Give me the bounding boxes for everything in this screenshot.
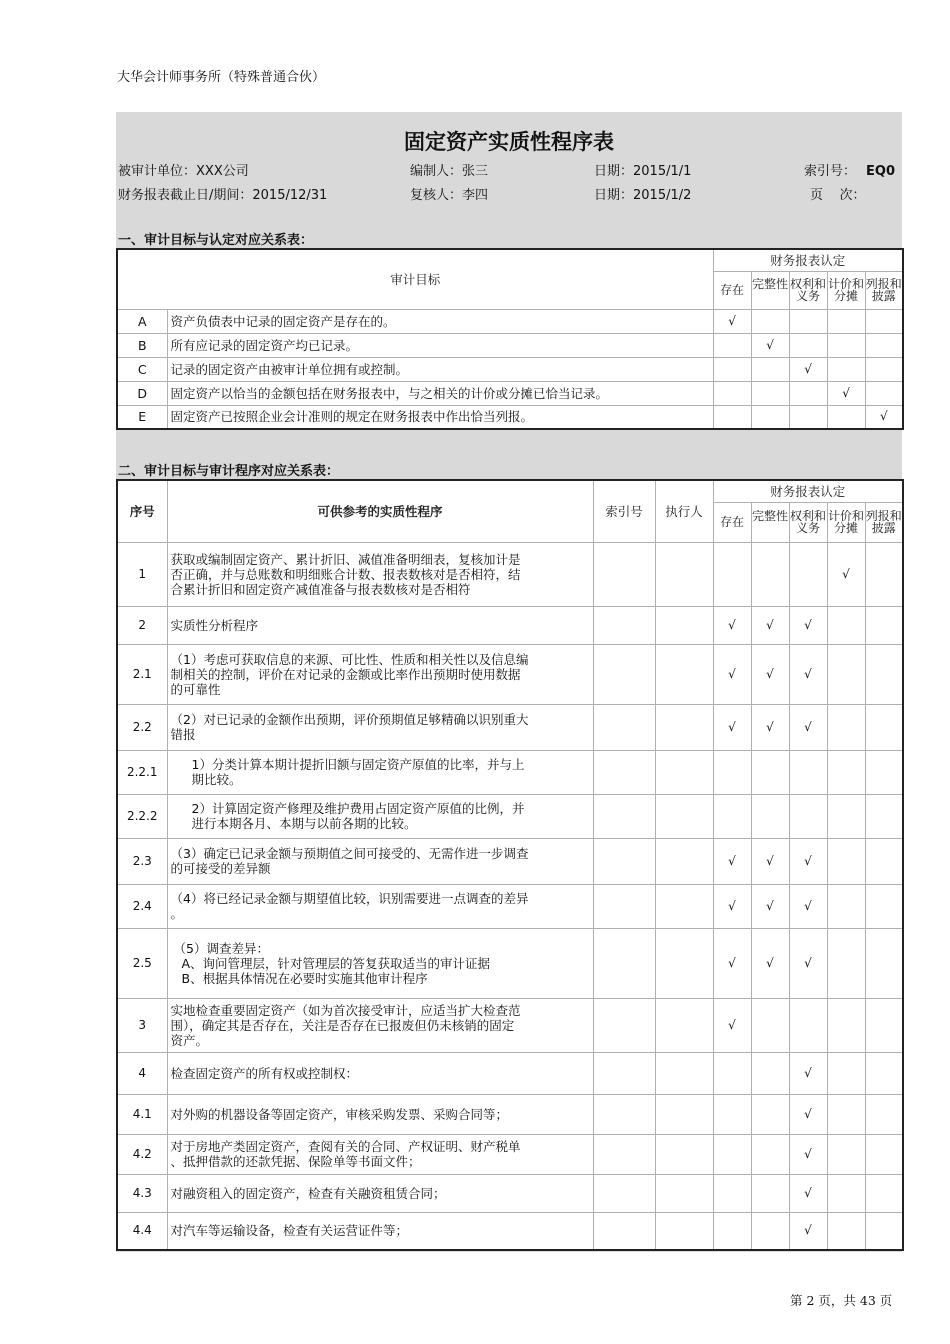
check-mark [827,998,865,1052]
check-mark: √ [751,928,789,998]
check-mark [713,333,751,357]
procedure-executor[interactable] [655,998,713,1052]
check-mark [827,884,865,928]
check-mark [865,606,903,644]
procedure-line: 的可接受的差异额 [170,861,271,876]
objective-row [117,309,903,333]
procedure-header: 可供参考的实质性程序 [167,480,593,542]
check-mark [865,884,903,928]
check-mark: √ [789,606,827,644]
check-mark [865,1094,903,1134]
objective-row [117,381,903,405]
check-mark [751,381,789,405]
procedure-seq: 2.5 [117,928,167,998]
assertion-header: 权利和义务 [789,502,827,542]
check-mark: √ [789,1052,827,1094]
procedure-seq: 2.1 [117,644,167,704]
check-mark: √ [713,704,751,750]
procedure-index[interactable] [593,838,655,884]
check-mark [751,357,789,381]
program-sheet [116,112,902,1252]
procedure-row [117,704,903,750]
check-mark: √ [751,644,789,704]
index-field: 索引号： EQ0 [804,164,895,179]
check-mark: √ [789,1094,827,1134]
check-mark [713,1052,751,1094]
check-mark: √ [789,357,827,381]
page-title: 固定资产实质性程序表 [404,130,614,154]
procedure-seq: 2.2.2 [117,794,167,838]
check-mark [713,1134,751,1174]
index-header: 索引号 [593,480,655,542]
date2-field: 日期：2015/1/2 [594,188,692,203]
objective-text: 固定资产以恰当的金额包括在财务报表中，与之相关的计价或分摊已恰当记录。 [167,381,713,405]
procedure-index[interactable] [593,704,655,750]
procedure-text [167,794,593,838]
procedure-index[interactable] [593,1094,655,1134]
check-mark: √ [713,838,751,884]
procedure-index[interactable] [593,1174,655,1212]
check-mark: √ [751,884,789,928]
procedure-line: 合累计折旧和固定资产减值准备与报表数核对是否相符 [170,581,471,597]
check-mark: √ [713,309,751,333]
procedure-seq: 4 [117,1052,167,1094]
assertion-header: 存在 [713,271,751,309]
check-mark: √ [751,333,789,357]
check-mark [713,1174,751,1212]
assertion-group-header: 财务报表认定 [713,249,903,271]
procedure-seq: 1 [117,542,167,606]
check-mark [751,998,789,1052]
procedure-text [167,838,593,884]
procedure-row [117,606,903,644]
procedure-executor[interactable] [655,928,713,998]
check-mark [827,357,865,381]
assertion-header: 列报和披露 [865,502,903,542]
procedure-text [167,1052,593,1094]
objective-row [117,333,903,357]
procedure-text [167,542,593,606]
procedure-row [117,542,903,606]
date1-field: 日期：2015/1/1 [594,164,692,179]
check-mark [827,750,865,794]
procedure-text [167,998,593,1052]
procedure-index[interactable] [593,542,655,606]
procedure-line: 检查固定资产的所有权或控制权： [170,1065,359,1081]
procedure-line: 实质性分析程序 [170,617,259,633]
procedure-line: （3）确定已记录金额与预期值之间可接受的、无需作进一步调查 [170,846,529,861]
procedure-index[interactable] [593,1052,655,1094]
procedure-text [167,704,593,750]
procedure-text [167,1094,593,1134]
objective-code: E [117,405,167,429]
check-mark [827,333,865,357]
check-mark: √ [789,884,827,928]
check-mark: √ [827,542,865,606]
procedure-row [117,838,903,884]
procedure-executor[interactable] [655,1212,713,1250]
check-mark [751,794,789,838]
check-mark [865,1052,903,1094]
check-mark [789,381,827,405]
procedure-row [117,750,903,794]
procedure-seq: 4.2 [117,1134,167,1174]
check-mark [789,405,827,429]
procedure-index[interactable] [593,750,655,794]
check-mark [827,1174,865,1212]
check-mark [827,1094,865,1134]
procedure-seq: 2.2 [117,704,167,750]
procedure-row [117,1134,903,1174]
procedure-executor[interactable] [655,606,713,644]
check-mark [865,309,903,333]
procedure-line: 获取或编制固定资产、累计折旧、减值准备明细表，复核加计是 [170,551,521,567]
procedure-row [117,644,903,704]
check-mark [827,838,865,884]
period-field: 财务报表截止日/期间：2015/12/31 [118,188,328,203]
objectives-table [116,248,904,430]
page-footer: 第 2 页，共 43 页 [790,1293,893,1308]
procedure-line: 错报 [170,727,196,742]
procedure-executor[interactable] [655,794,713,838]
assertion-header: 列报和披露 [865,271,903,309]
check-mark: √ [789,928,827,998]
objective-code: A [117,309,167,333]
procedure-executor[interactable] [655,1134,713,1174]
page-field: 页 次： [810,188,866,203]
check-mark [751,1174,789,1212]
procedure-executor[interactable] [655,750,713,794]
procedure-row [117,1094,903,1134]
procedure-text [167,884,593,928]
objective-text: 记录的固定资产由被审计单位拥有或控制。 [167,357,713,381]
check-mark [827,928,865,998]
reviewer-field: 复核人：李四 [410,188,489,203]
assertion-header: 计价和分摊 [827,271,865,309]
procedure-line: 制相关的控制，评价在对记录的金额或比率作出预期时使用数据 [170,666,521,682]
procedure-executor[interactable] [655,704,713,750]
check-mark [865,542,903,606]
check-mark [865,750,903,794]
procedure-text [167,750,593,794]
procedure-text [167,928,593,998]
procedure-executor[interactable] [655,1174,713,1212]
check-mark: √ [713,606,751,644]
check-mark [865,381,903,405]
procedure-row [117,794,903,838]
check-mark [751,750,789,794]
procedure-line: 。 [170,906,184,921]
check-mark [865,998,903,1052]
check-mark: √ [713,998,751,1052]
executor-header: 执行人 [655,480,713,542]
procedure-line: 期比较。 [191,772,242,787]
objective-code: B [117,333,167,357]
client-field: 被审计单位：XXX公司 [118,164,249,179]
procedure-row [117,884,903,928]
check-mark [865,704,903,750]
check-mark: √ [713,644,751,704]
procedure-line: 2）计算固定资产修理及维护费用占固定资产原值的比例，并 [191,801,525,816]
check-mark: √ [789,838,827,884]
procedure-row [117,1052,903,1094]
check-mark [751,1052,789,1094]
procedure-line: B、根据具体情况在必要时实施其他审计程序 [181,970,428,986]
objective-code: C [117,357,167,381]
procedure-row [117,1212,903,1250]
check-mark [789,794,827,838]
check-mark [827,794,865,838]
procedure-seq: 3 [117,998,167,1052]
assertion-header: 完整性 [751,502,789,542]
check-mark [827,606,865,644]
check-mark [789,998,827,1052]
check-mark [827,1052,865,1094]
procedure-line: 对融资租入的固定资产，检查有关融资租赁合同； [170,1185,446,1201]
check-mark: √ [751,606,789,644]
check-mark [865,838,903,884]
check-mark [713,542,751,606]
check-mark [827,1212,865,1250]
check-mark [827,405,865,429]
procedure-executor[interactable] [655,644,713,704]
check-mark [827,644,865,704]
check-mark [865,1174,903,1212]
objective-text: 固定资产已按照企业会计准则的规定在财务报表中作出恰当列报。 [167,405,713,429]
assertion-header: 存在 [713,502,751,542]
procedure-seq: 4.3 [117,1174,167,1212]
check-mark [827,704,865,750]
check-mark [713,405,751,429]
procedure-text [167,644,593,704]
procedure-text [167,1174,593,1212]
seq-header: 序号 [117,480,167,542]
procedure-line: 围），确定其是否存在，关注是否存在已报废但仍未核销的固定 [170,1017,515,1033]
procedure-seq: 2.2.1 [117,750,167,794]
check-mark [789,333,827,357]
procedure-line: 1）分类计算本期计提折旧额与固定资产原值的比率，并与上 [191,757,525,772]
procedure-executor[interactable] [655,1094,713,1134]
check-mark [713,357,751,381]
check-mark [751,405,789,429]
check-mark [713,381,751,405]
procedure-line: 实地检查重要固定资产（如为首次接受审计，应适当扩大检查范 [170,1002,521,1018]
check-mark: √ [751,838,789,884]
objective-code: D [117,381,167,405]
procedure-index[interactable] [593,928,655,998]
check-mark: √ [713,884,751,928]
procedure-seq: 4.1 [117,1094,167,1134]
check-mark [865,357,903,381]
procedure-row [117,928,903,998]
objective-row [117,405,903,429]
procedure-text [167,606,593,644]
procedure-index[interactable] [593,644,655,704]
preparer-field: 编制人：张三 [410,164,489,179]
procedure-executor[interactable] [655,542,713,606]
check-mark: √ [865,405,903,429]
procedure-line: （5）调查差异： [173,940,269,956]
check-mark [827,1134,865,1174]
assertion-group-header: 财务报表认定 [713,480,903,502]
procedure-index[interactable] [593,794,655,838]
check-mark [713,1212,751,1250]
objective-text: 资产负债表中记录的固定资产是存在的。 [167,309,713,333]
objective-text: 所有应记录的固定资产均已记录。 [167,333,713,357]
procedure-line: A、询问管理层，针对管理层的答复获取适当的审计证据 [181,955,491,971]
procedure-row [117,1174,903,1212]
procedure-line: 资产。 [170,1032,209,1048]
procedure-line: 对汽车等运输设备，检查有关运营证件等； [170,1223,409,1239]
assertion-header: 计价和分摊 [827,502,865,542]
procedure-line: 否正确，并与总账数和明细账合计数、报表数核对是否相符，结 [170,566,521,582]
objective-header: 审计目标 [117,249,713,309]
check-mark [865,928,903,998]
check-mark [789,750,827,794]
objective-row [117,357,903,381]
check-mark [865,1134,903,1174]
check-mark [713,1094,751,1134]
check-mark [751,542,789,606]
procedure-executor[interactable] [655,838,713,884]
procedure-line: 的可靠性 [170,681,221,697]
check-mark [789,309,827,333]
section2-heading: 二、审计目标与审计程序对应关系表： [118,464,340,479]
procedure-index[interactable] [593,606,655,644]
procedure-index[interactable] [593,998,655,1052]
procedure-seq: 2.3 [117,838,167,884]
procedure-line: 、抵押借款的还款凭据、保险单等书面文件； [170,1154,421,1169]
check-mark [751,1212,789,1250]
procedure-seq: 2 [117,606,167,644]
check-mark: √ [789,644,827,704]
check-mark: √ [789,1174,827,1212]
procedure-executor[interactable] [655,1052,713,1094]
procedure-line: 进行本期各月、本期与以前各期的比较。 [191,816,417,831]
check-mark [751,1094,789,1134]
procedure-line: 对于房地产类固定资产，查阅有关的合同、产权证明、财产税单 [170,1139,521,1154]
procedure-line: （4）将已经记录金额与期望值比较，识别需要进一点调查的差异 [170,891,529,906]
procedure-seq: 2.4 [117,884,167,928]
check-mark [789,542,827,606]
procedure-text [167,1212,593,1250]
check-mark: √ [789,704,827,750]
check-mark [827,309,865,333]
procedure-executor[interactable] [655,884,713,928]
check-mark: √ [713,928,751,998]
check-mark: √ [751,704,789,750]
check-mark: √ [789,1212,827,1250]
procedure-line: （1）考虑可获取信息的来源、可比性、性质和相关性以及信息编 [170,651,529,667]
check-mark: √ [827,381,865,405]
check-mark [751,309,789,333]
procedure-line: （2）对已记录的金额作出预期，评价预期值足够精确以识别重大 [170,712,529,727]
procedures-table [116,479,904,1251]
firm-name: 大华会计师事务所（特殊普通合伙） [117,70,326,85]
procedure-text [167,1134,593,1174]
check-mark [865,644,903,704]
check-mark [865,1212,903,1250]
procedure-line: 对外购的机器设备等固定资产，审核采购发票、采购合同等； [170,1106,509,1122]
procedure-index[interactable] [593,1134,655,1174]
check-mark [865,333,903,357]
procedure-index[interactable] [593,884,655,928]
section1-heading: 一、审计目标与认定对应关系表： [118,233,314,248]
check-mark [751,1134,789,1174]
check-mark: √ [789,1134,827,1174]
assertion-header: 完整性 [751,271,789,309]
check-mark [713,794,751,838]
procedure-index[interactable] [593,1212,655,1250]
assertion-header: 权利和义务 [789,271,827,309]
check-mark [865,794,903,838]
procedure-row [117,998,903,1052]
procedure-seq: 4.4 [117,1212,167,1250]
check-mark [713,750,751,794]
